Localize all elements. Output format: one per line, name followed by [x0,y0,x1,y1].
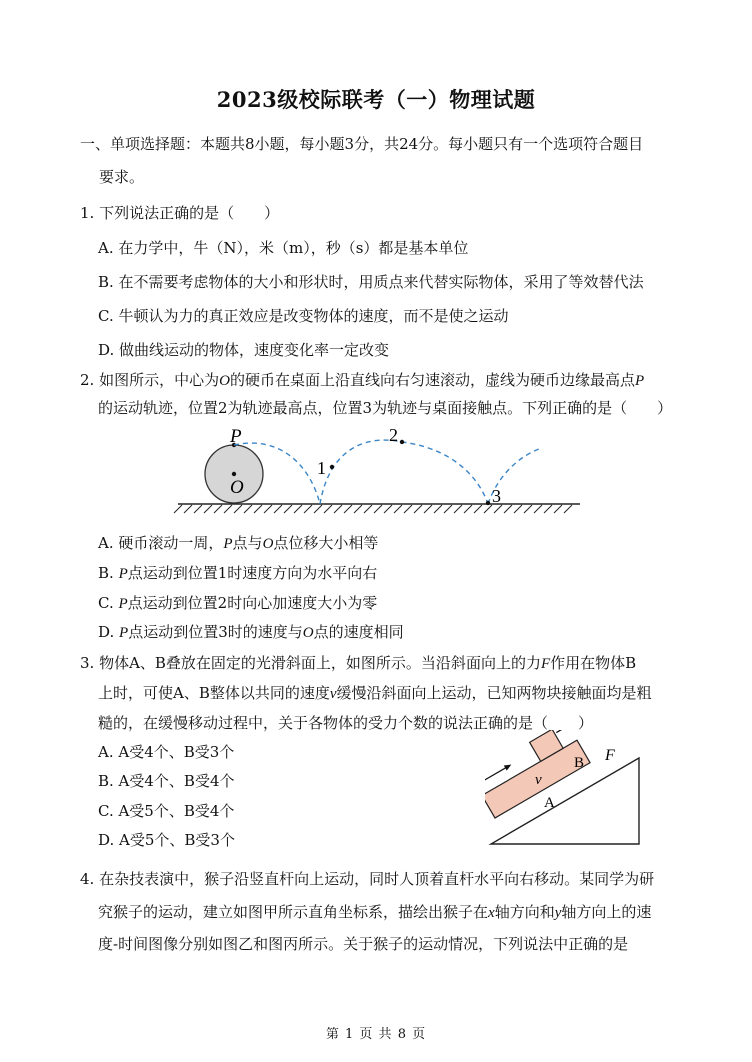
page-title: 2023级校际联考（一）物理试题 [216,87,536,112]
position-3-dot [486,501,490,505]
q1-option-a: A. 在力学中，牛（N），米（m），秒（s）都是基本单位 [98,239,469,257]
label-2: 2 [389,425,398,445]
label-3: 3 [492,486,501,506]
q1-option-c: C. 牛顿认为力的真正效应是改变物体的速度，而不是使之运动 [98,307,509,325]
q3-option-b: B. A受4个、B受4个 [98,772,235,790]
q1-option-d: D. 做曲线运动的物体，速度变化率一定改变 [98,341,390,359]
q1-option-b: B. 在不需要考虑物体的大小和形状时，用质点来代替实际物体，采用了等效替代法 [98,273,644,291]
q3-stem-line2 [98,683,652,704]
q2-option-c [98,593,377,614]
q2-option-d-text1: 点运动到位置3时的速度与 [128,623,303,641]
q2-symbol-p: P [634,373,645,389]
q2-option-d [98,622,404,643]
label-a: A [544,795,555,811]
q2-option-a [98,533,378,554]
label-v: v [535,772,542,788]
coin-trajectory-figure [170,420,590,520]
q3-stem-line1-a: 3. 物体A、B叠放在固定的光滑斜面上，如图所示。当沿斜面向上的力 [80,654,541,672]
q2-option-c-label: C. [98,594,114,612]
q2-option-c-text: 点运动到位置2时向心加速度大小为零 [127,594,378,612]
incline-figure [485,730,645,850]
q3-stem-line2-b: 缓慢沿斜面向上运动，已知两物块接触面均是粗 [336,684,652,702]
q3-stem-line1-b: 作用在物体B [550,654,637,672]
q2-option-a-text1: A. 硬币滚动一周， [98,534,224,552]
q3-stem-line2-a: 上时，可使A、B整体以共同的速度 [98,684,330,702]
label-b: B [574,755,585,771]
label-f: F [605,747,615,764]
label-o: O [230,477,244,498]
q2-option-d-text2: 点的速度相同 [313,623,404,641]
velocity-arrow [485,768,505,780]
velocity-arrowhead [504,762,513,771]
position-2-dot [400,440,404,444]
q2-option-d-p: P [119,625,129,641]
q2-option-b-label: B. [98,564,114,582]
q2-option-a-p: P [223,536,233,552]
q2-option-d-o: O [302,625,314,641]
table-hatching [174,505,572,513]
position-1-dot [330,465,334,469]
q2-option-b-p: P [118,566,128,582]
q4-stem-line2-a: 究猴子的运动，建立如图甲所示直角坐标系，描绘出猴子在 [98,903,489,921]
coin-center-dot [232,472,236,476]
page-footer: 第 1 页 共 8 页 [325,1027,427,1042]
q3-symbol-v: v [329,686,337,702]
q3-stem-line1 [80,653,636,674]
label-p: P [230,426,242,447]
q3-option-c: C. A受5个、B受4个 [98,802,235,820]
q2-option-c-p: P [118,596,128,612]
q2-option-b [98,563,377,584]
section-heading-line1: 一、单项选择题：本题共8小题，每小题3分，共24分。每小题只有一个选项符合题目 [80,135,644,153]
trajectory-arc-2 [320,440,488,504]
q2-option-d-label: D. [98,623,115,641]
q2-option-a-text3: 点位移大小相等 [273,534,379,552]
q2-stem-line1 [80,370,644,391]
q2-option-a-text2: 点与 [232,534,263,552]
q2-option-a-o: O [262,536,274,552]
q4-stem-line1: 4. 在杂技表演中，猴子沿竖直杆向上运动，同时人顶着直杆水平向右移动。某同学为研 [80,870,655,888]
q4-stem-line3: 度-时间图像分别如图乙和图丙所示。关于猴子的运动情况，下列说法中正确的是 [98,935,629,953]
label-1: 1 [317,458,326,478]
q2-symbol-o: O [219,373,230,389]
q4-symbol-x: x [488,905,495,921]
q2-stem-text-a: 2. 如图所示，中心为 [80,371,220,389]
q2-option-b-text: 点运动到位置1时速度方向为水平向右 [127,564,378,582]
force-arrow [556,730,577,733]
q3-stem-line3: 糙的，在缓慢移动过程中，关于各物体的受力个数的说法正确的是（ ） [98,714,594,732]
q4-stem-line2-b: 轴方向和 [494,903,555,921]
q1-stem: 1. 下列说法正确的是（ ） [80,204,280,222]
q4-stem-line2 [98,902,651,923]
q3-option-d: D. A受5个、B受3个 [98,831,235,849]
q4-symbol-y: y [554,905,562,921]
section-heading-line2: 要求。 [99,168,145,186]
q3-symbol-f: F [540,656,551,672]
q4-stem-line2-c: 轴方向上的速 [561,903,652,921]
q2-stem-line2: 的运动轨迹，位置2为轨迹最高点，位置3为轨迹与桌面接触点。下列正确的是（ ） [98,399,673,417]
q3-option-a: A. A受4个、B受3个 [98,743,235,761]
q2-stem-text-b: 的硬币在桌面上沿直线向右匀速滚动，虚线为硬币边缘最高点 [229,371,635,389]
